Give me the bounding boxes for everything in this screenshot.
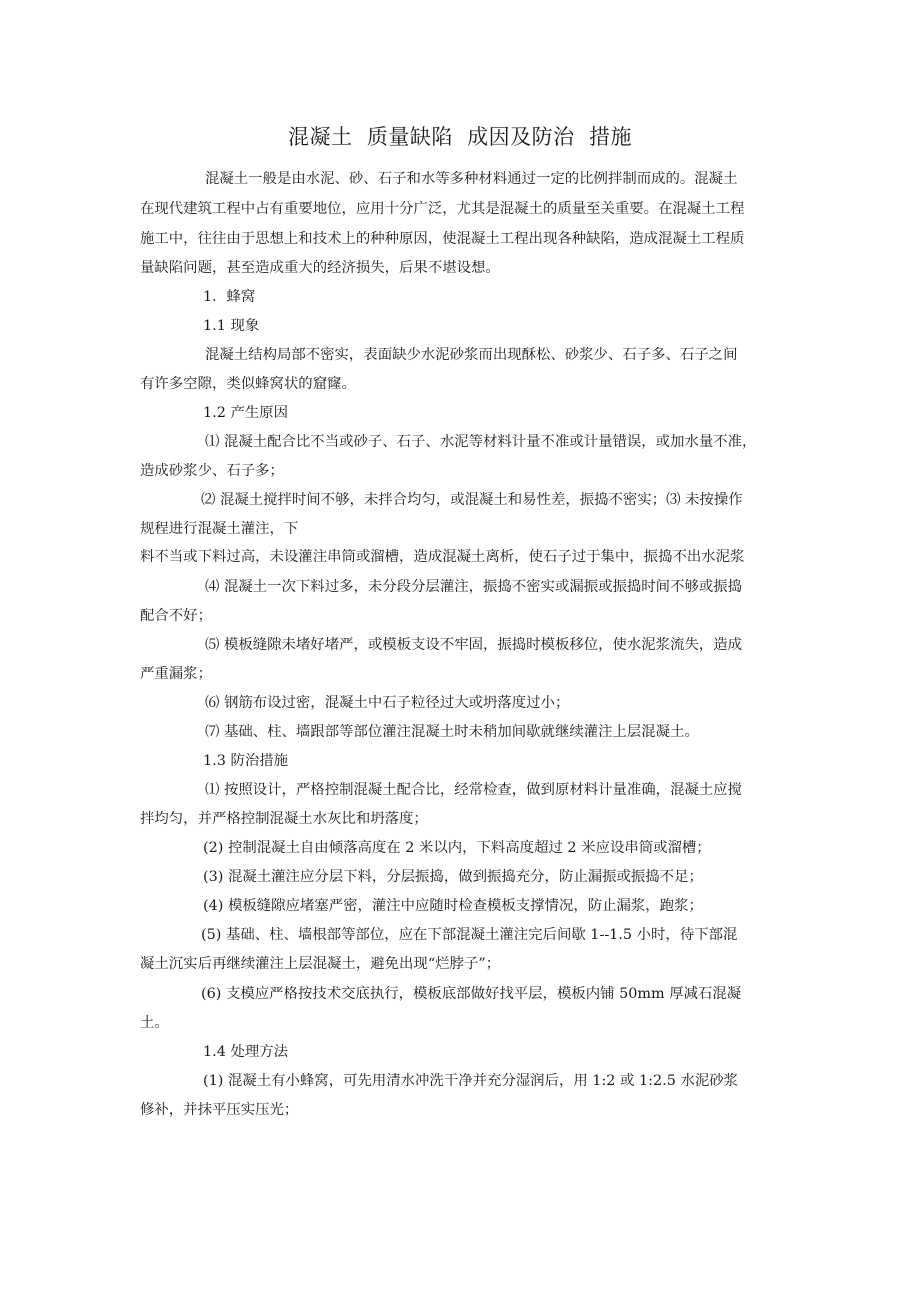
paragraph-line: 配合不好； bbox=[140, 608, 212, 624]
section-heading-1-2: 1.2 产生原因 bbox=[203, 405, 289, 421]
paragraph-line: 造成砂浆少、石子多； bbox=[140, 463, 284, 479]
paragraph-line: (1) 混凝土有小蜂窝，可先用清水冲洗干净并充分湿润后，用 1:2 或 1:2.5 水泥砂浆 bbox=[203, 1073, 739, 1089]
paragraph-line: 拌均匀，并严格控制混凝土水灰比和坍落度； bbox=[140, 811, 428, 827]
paragraph-line: (6) 支模应严格按技术交底执行，模板底部做好找平层，模板内铺 50mm 厚减石混凝 bbox=[201, 986, 742, 1002]
paragraph-line: 修补，并抹平压实压光； bbox=[140, 1102, 299, 1118]
paragraph-line: 料不当或下料过高，未设灌注串筒或溜槽，造成混凝土离析，使石子过于集中，振捣不出水泥浆 bbox=[140, 549, 745, 565]
paragraph-line: ⑴ 按照设计，严格控制混凝土配合比，经常检查，做到原材料计量准确，混凝土应搅 bbox=[205, 782, 743, 798]
paragraph-line: ⑴ 混凝土配合比不当或砂子、石子、水泥等材料计量不准或计量错误，或加水量不准， bbox=[205, 434, 757, 450]
paragraph-line: ⑸ 模板缝隙未堵好堵严，或模板支设不牢固，振捣时模板移位，使水泥浆流失，造成 bbox=[205, 637, 743, 653]
paragraph-line: ⑹ 钢筋布设过密，混凝土中石子粒径过大或坍落度过小； bbox=[205, 695, 570, 711]
section-heading-1-3: 1.3 防治措施 bbox=[203, 753, 289, 769]
section-heading-1-1: 1.1 现象 bbox=[203, 318, 260, 334]
paragraph-line: ⑷ 混凝土一次下料过多，未分段分层灌注，振捣不密实或漏振或振捣时间不够或振捣 bbox=[205, 579, 743, 595]
paragraph-line: 有许多空隙，类似蜂窝状的窟窿。 bbox=[140, 376, 356, 392]
section-heading-1: 1．蜂窝 bbox=[203, 289, 256, 305]
paragraph-line: 规程进行混凝土灌注，下 bbox=[140, 521, 299, 537]
paragraph-line: 凝土沉实后再继续灌注上层混凝土，避免出现“烂脖子”； bbox=[140, 956, 501, 972]
paragraph-line: 土。 bbox=[140, 1015, 169, 1031]
document-title: 混凝土 质量缺陷 成因及防治 措施 bbox=[287, 125, 633, 149]
paragraph-line: ⑵ 混凝土搅拌时间不够，未拌合均匀，或混凝土和易性差，振捣不密实；⑶ 未按操作 bbox=[201, 492, 743, 508]
paragraph-line: (3) 混凝土灌注应分层下料，分层振捣，做到振捣充分，防止漏振或振捣不足； bbox=[203, 869, 703, 885]
intro-line-2: 在现代建筑工程中占有重要地位，应用十分广泛，尤其是混凝土的质量至关重要。在混凝土工程 bbox=[140, 201, 745, 217]
paragraph-line: 混凝土结构局部不密实，表面缺少水泥砂浆而出现酥松、砂浆少、石子多、石子之间 bbox=[205, 347, 738, 363]
paragraph-line: (4) 模板缝隙应堵塞严密，灌注中应随时检查模板支撑情况，防止漏浆，跑浆； bbox=[203, 898, 703, 914]
intro-line-3: 施工中，往往由于思想上和技术上的种种原因，使混凝土工程出现各种缺陷，造成混凝土工程质 bbox=[140, 231, 745, 247]
paragraph-line: ⑺ 基础、柱、墙跟部等部位灌注混凝土时未稍加间歇就继续灌注上层混凝土。 bbox=[205, 724, 699, 740]
paragraph-line: 严重漏浆； bbox=[140, 666, 212, 682]
paragraph-line: (2) 控制混凝土自由倾落高度在 2 米以内，下料高度超过 2 米应设串筒或溜槽； bbox=[203, 840, 711, 856]
intro-line-1: 混凝土一般是由水泥、砂、石子和水等多种材料通过一定的比例拌制而成的。混凝土 bbox=[205, 171, 738, 187]
section-heading-1-4: 1.4 处理方法 bbox=[203, 1044, 289, 1060]
paragraph-line: (5) 基础、柱、墙根部等部位，应在下部混凝土灌注完后间歇 1--1.5 小时，待下部混 bbox=[201, 927, 738, 943]
intro-line-4: 量缺陷问题，甚至造成重大的经济损失，后果不堪设想。 bbox=[140, 260, 500, 276]
